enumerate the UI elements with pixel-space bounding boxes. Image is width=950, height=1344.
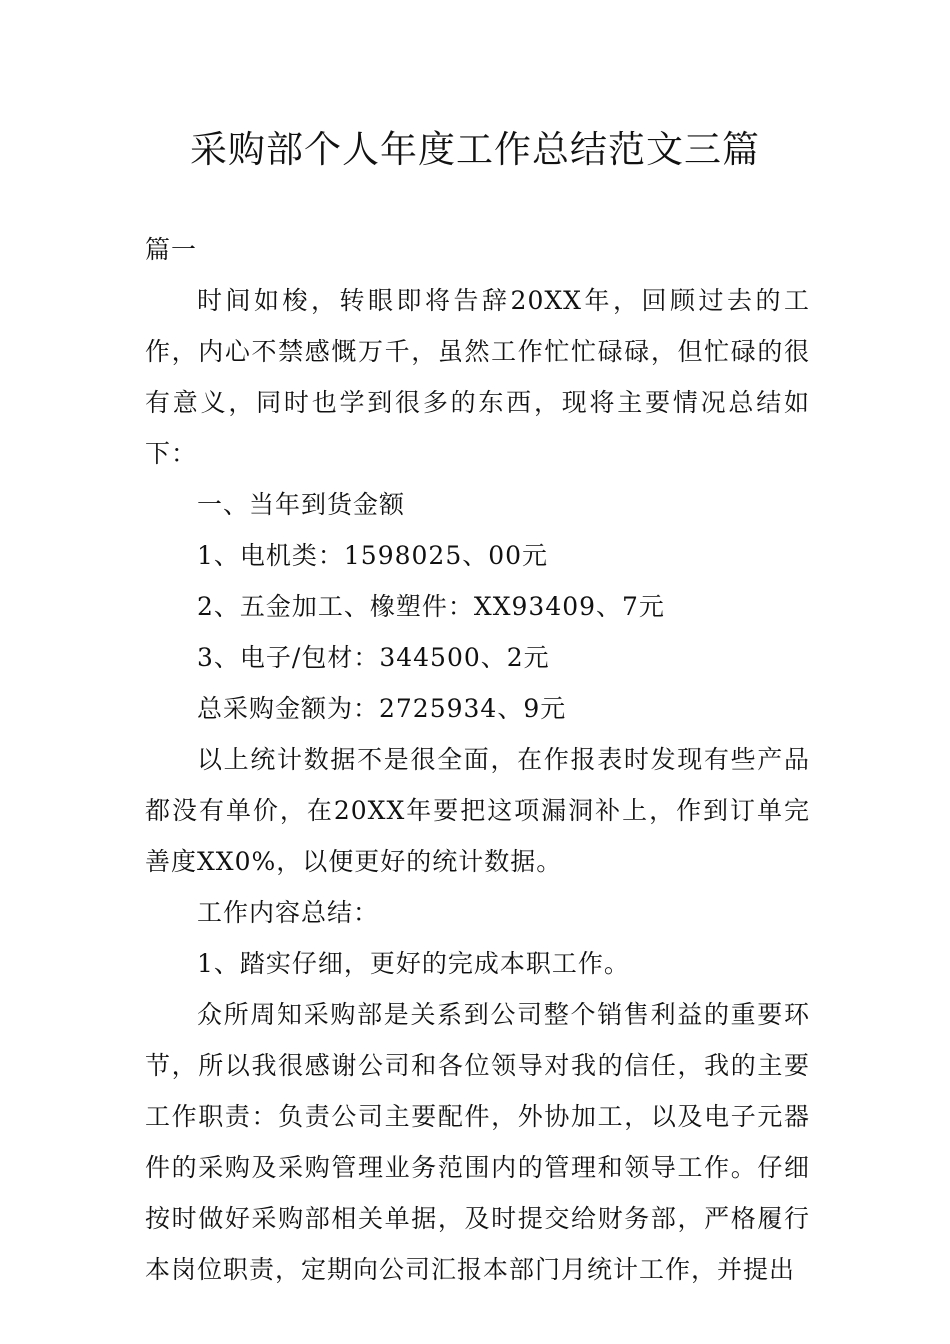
heading-delivery-amount: 一、当年到货金额	[197, 490, 406, 519]
document-body	[145, 224, 810, 1295]
list-item-motors: 1、电机类：1598025、00元	[197, 541, 549, 570]
heading-diligent-work: 1、踏实仔细，更好的完成本职工作。	[197, 949, 630, 978]
intro-paragraph: 时间如梭，转眼即将告辞20XX年，回顾过去的工作，内心不禁感慨万千，虽然工作忙忙碌碌，但忙碌的很有意义，同时也学到很多的东西，现将主要情况总结如下：	[145, 286, 810, 468]
heading-work-summary: 工作内容总结：	[197, 898, 380, 927]
total-purchase-amount: 总采购金额为：2725934、9元	[197, 694, 567, 723]
document-title: 采购部个人年度工作总结范文三篇	[190, 128, 760, 171]
statistics-paragraph: 以上统计数据不是很全面，在作报表时发现有些产品都没有单价，在20XX年要把这项漏洞补上，作到订单完善度XX0%，以便更好的统计数据。	[145, 745, 810, 876]
list-item-hardware: 2、五金加工、橡塑件：XX93409、7元	[197, 592, 665, 621]
list-item-electronics: 3、电子/包材：344500、2元	[197, 643, 550, 672]
section-label: 篇一	[145, 235, 198, 264]
duties-paragraph: 众所周知采购部是关系到公司整个销售利益的重要环节，所以我很感谢公司和各位领导对我的信任，我的主要工作职责：负责公司主要配件，外协加工，以及电子元器件的采购及采购管理业务范围内的管理和领导工作。仔细按时做好采购部相关单据，及时提交给财务部，严格履行本岗位职责，定期向公司汇报本部门月统计工作，并提出	[145, 1000, 810, 1284]
